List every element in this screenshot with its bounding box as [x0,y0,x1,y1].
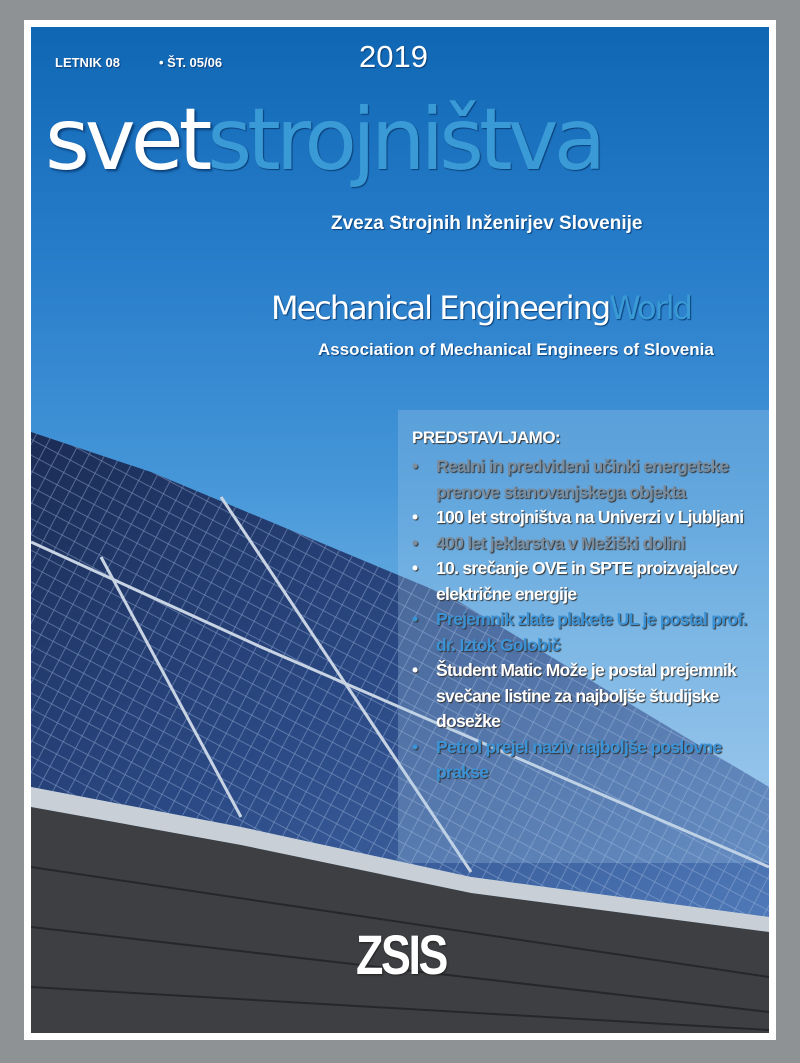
contents-item [412,735,769,786]
contents-list [398,454,769,786]
volume-label: LETNIK 08 [55,55,121,70]
bullet-icon: • [412,736,418,757]
title-part1: svet [45,90,208,190]
contents-item [412,531,769,557]
issue-label: • ŠT. 05/06 [159,55,223,70]
english-title-part2: World [609,289,691,327]
subtitle-english: Association of Mechanical Engineers of Slovenia [318,340,714,359]
title-part2: strojništva [207,90,602,190]
contents-item [412,607,769,658]
contents-item [412,658,769,735]
english-title [271,289,691,327]
bullet-icon: • [412,532,418,553]
bullet-icon: • [412,507,418,527]
contents-item-text: Realni in predvideni učinki energetske prenove stanovanjskega objekta [436,456,729,502]
zsis-logo: ZSIS [356,923,446,986]
contents-heading: PREDSTAVLJAMO: [412,428,561,447]
contents-item [412,556,769,607]
bullet-icon: • [412,558,418,578]
contents-box [398,410,769,863]
contents-item-text: 10. srečanje OVE in SPTE proizvajalcev električne energije [436,558,738,604]
contents-item-text: Petrol prejel naziv najboljše poslovne prakse [436,736,722,782]
subtitle-slovene: Zveza Strojnih Inženirjev Slovenije [331,213,643,234]
magazine-title [45,90,602,190]
contents-item-text: Študent Matic Može je postal prejemnik svečane listine za najboljše študijske dosežke [436,660,737,731]
contents-item-text: 400 let jeklarstva v Mežiški dolini [436,532,685,553]
year-label: 2019 [359,39,428,74]
bullet-icon: • [412,660,418,680]
bullet-icon: • [412,456,418,476]
contents-item [412,505,769,531]
contents-item-text: Prejemnik zlate plakete UL je postal prof. dr. Iztok Golobič [436,609,747,655]
bullet-icon: • [412,609,418,629]
english-title-part1: Mechanical Engineering [271,289,610,327]
contents-item [412,454,769,505]
contents-item-text: 100 let strojništva na Univerzi v Ljubljani [436,507,744,527]
magazine-cover [31,27,769,1033]
